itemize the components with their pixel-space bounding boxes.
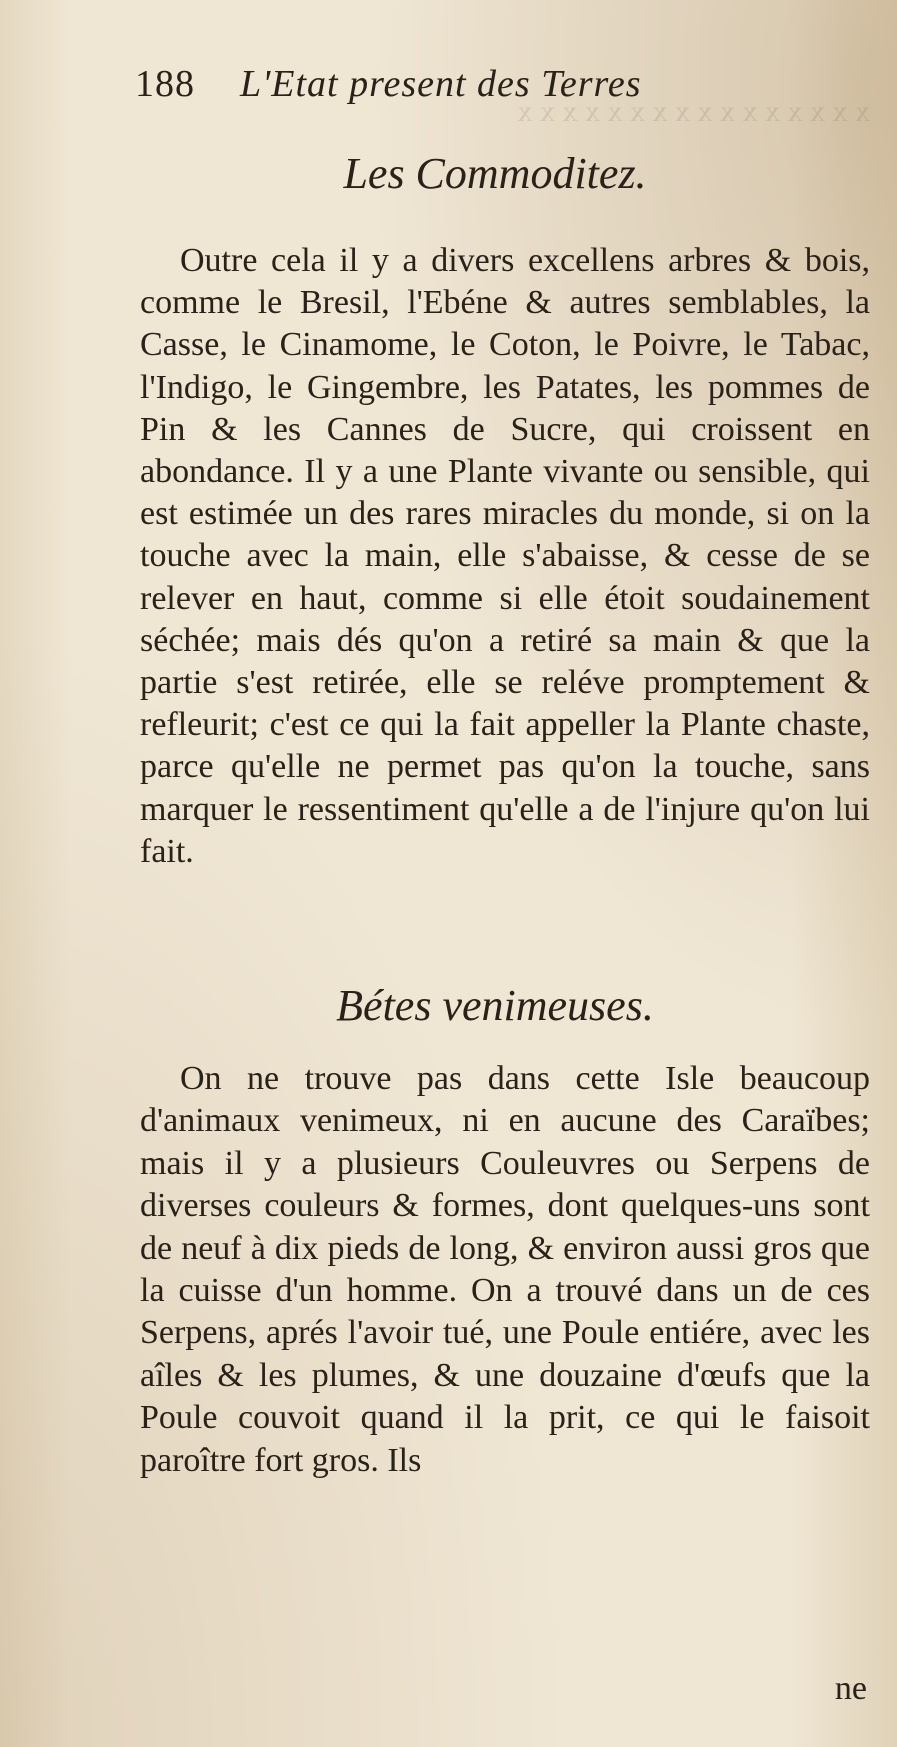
show-through: x x x x x x x x x x x x x x x x <box>517 95 870 128</box>
catchword: ne <box>834 1670 867 1707</box>
paragraph-betes-venimeuses: On ne trouve pas dans cette Isle beaucoup d'animaux venimeux, ni en aucune des Caraïbes; mais il y a plusieurs Couleuvres ou Serpens de diverses couleurs & formes, dont quelques-uns sont de neuf à dix pieds de long, & environ aussi gros que la cuisse d'un homme. On a trouvé dans un de ces Serpens, aprés l'avoir tué, une Poule entiére, avec les aîles & les plumes, & une douzaine d'œufs que la Poule couvoit quand il la prit, ce qui le faisoit paroître fort gros. Ils <box>140 1060 870 1479</box>
section-heading-betes-venimeuses: Bétes venimeuses. <box>336 981 654 1030</box>
running-title: L'Etat present des Terres <box>240 63 642 105</box>
page-number: 188 <box>135 63 195 105</box>
running-header <box>135 62 855 112</box>
paragraph-commoditez: Outre cela il y a divers excellens arbres & bois, comme le Bresil, l'Ebéne & autres semblables, la Casse, le Cinamome, le Coton, le Poivre, le Tabac, l'Indigo, le Gingembre, les Patates, les pommes de Pin & les Cannes de Sucre, qui croissent en abondance. Il y a une Plante vivante ou sensible, qui est estimée un des rares miracles du monde, si on la touche avec la main, elle s'abaisse, & cesse de se relever en haut, comme si elle étoit soudainement séchée; mais dés qu'on a retiré sa main & que la partie s'est retirée, elle se reléve promptement & refleurit; c'est ce qui la fait appeller la Plante chaste, parce qu'elle ne permet pas qu'on la touche, sans marquer le ressentiment qu'elle a de l'injure qu'on lui fait. <box>140 242 870 870</box>
section-heading-commoditez: Les Commoditez. <box>343 149 647 198</box>
